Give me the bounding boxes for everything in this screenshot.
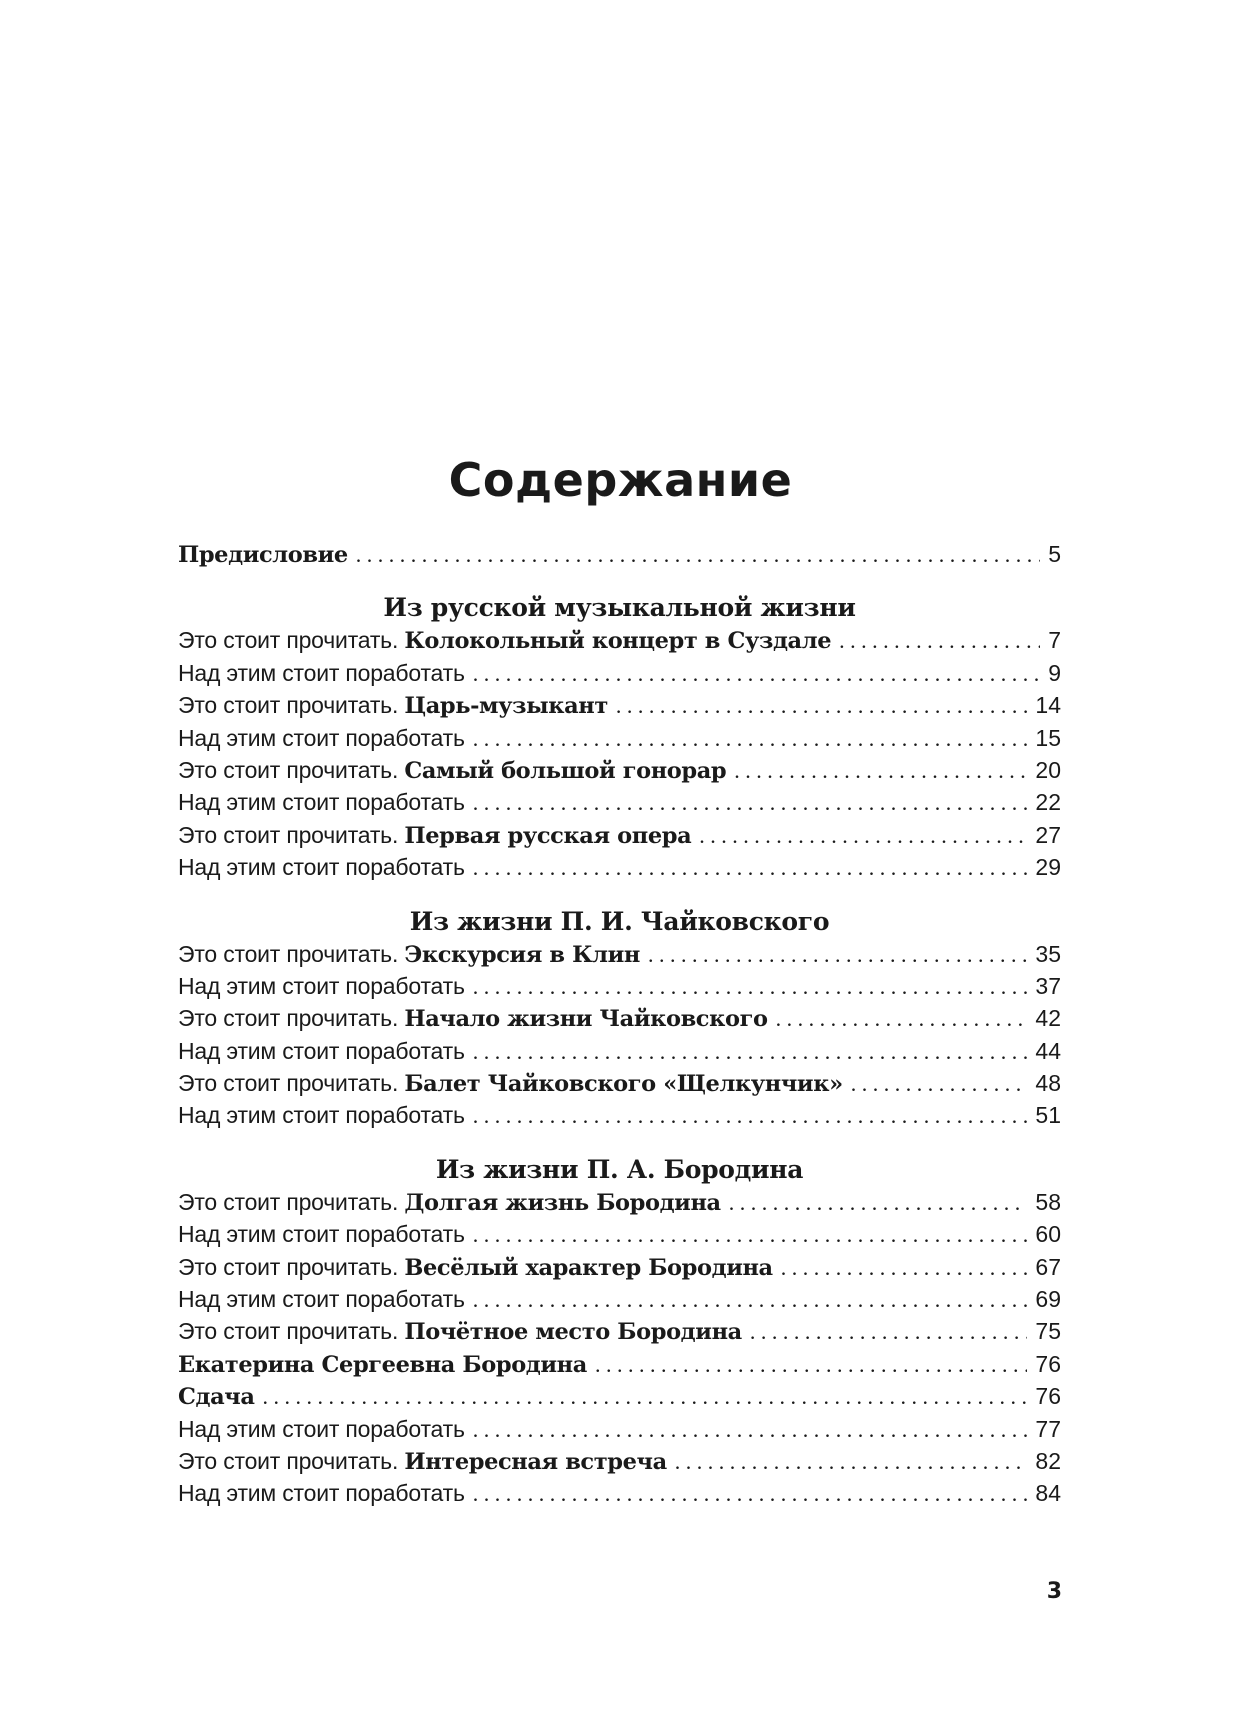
dot-leader [473,1284,1028,1316]
toc-entry[interactable] [178,1186,1061,1218]
toc-entry-page: 35 [1035,940,1061,967]
toc-entry-title: Почётное место Бородина [404,1319,742,1346]
toc-entry-title: Над этим стоит поработать [178,1415,465,1442]
dot-leader [473,723,1028,755]
section-heading: Из русской музыкальной жизни [383,593,856,623]
toc-entry-label [178,1067,843,1100]
toc-entry-prefix: Это стоит прочитать. [178,692,405,719]
toc-entry-prefix: Это стоит прочитать. [178,1005,405,1032]
dot-leader [699,820,1027,852]
toc-entry-prefix: Это стоит прочитать. [178,821,405,848]
toc-entry[interactable] [178,1067,1061,1099]
toc-entry-title: Сдача [178,1384,255,1411]
toc-entry-page: 29 [1035,854,1061,881]
dot-leader [473,658,1040,690]
dot-leader [473,971,1028,1003]
toc-entry-page: 77 [1035,1415,1061,1442]
dot-leader [473,1100,1028,1132]
toc-entry-title: Екатерина Сергеевна Бородина [178,1351,587,1378]
toc-entry-prefix: Это стоит прочитать. [178,627,405,654]
toc-entry[interactable] [178,1477,1061,1509]
toc-entry[interactable] [178,1445,1061,1477]
toc-entry-label [178,754,726,787]
toc-entry-label [178,851,465,884]
toc-entry-label [178,786,465,819]
toc-entry[interactable] [178,970,1061,1002]
toc-entry[interactable] [178,1218,1061,1250]
toc-entry-title: Над этим стоит поработать [178,659,465,686]
toc-entry-title: Над этим стоит поработать [178,1037,465,1064]
toc-entry-page: 60 [1035,1221,1061,1248]
toc-entry[interactable] [178,1348,1061,1380]
toc-entry-prefix: Это стоит прочитать. [178,1447,405,1474]
dot-leader [851,1068,1028,1100]
dot-leader [616,690,1027,722]
section-spacer [178,570,1061,592]
toc-entry-page: 5 [1048,541,1061,567]
dot-leader [473,1219,1028,1251]
toc-entry-label [178,1445,667,1478]
toc-entry-page: 44 [1035,1037,1061,1064]
toc-entry[interactable] [178,851,1061,883]
toc-entry[interactable] [178,1380,1061,1412]
toc-entry[interactable] [178,657,1061,689]
toc-entry-page: 58 [1035,1188,1061,1215]
toc-entry-title: Долгая жизнь Бородина [404,1189,721,1216]
toc-entry-prefix: Это стоит прочитать. [178,1318,405,1345]
page-number: 3 [1046,1579,1062,1604]
dot-leader [734,755,1027,787]
toc-entry-page: 48 [1035,1070,1061,1097]
toc-entry-page: 15 [1035,724,1061,751]
toc-entry-page: 75 [1035,1318,1061,1345]
dot-leader [263,1381,1028,1413]
toc-entry-label [178,1002,768,1035]
dot-leader [776,1003,1028,1035]
toc-entry-prefix: Это стоит прочитать. [178,1253,405,1280]
toc-entry-label [178,938,640,971]
toc-entry[interactable] [178,1283,1061,1315]
dot-leader [675,1446,1028,1478]
toc-entry[interactable] [178,1099,1061,1131]
dot-leader [473,1036,1028,1068]
dot-leader [648,939,1027,971]
toc-entry[interactable] [178,1251,1061,1283]
toc-entry-title: Весёлый характер Бородина [404,1254,773,1281]
toc-entry-page: 14 [1035,692,1061,719]
toc-entry-page: 76 [1035,1383,1061,1410]
table-of-contents [178,538,1061,1510]
toc-entry-label [178,819,691,852]
toc-entry[interactable] [178,1035,1061,1067]
dot-leader [473,787,1028,819]
section-heading: Из жизни П. А. Бородина [435,1154,804,1184]
section-spacer [178,1132,1061,1154]
toc-entry-title: Самый большой гонорар [404,757,727,784]
toc-entry-label [178,1186,721,1219]
toc-entry-preface[interactable] [178,538,1061,570]
dot-leader [473,1414,1028,1446]
toc-entry-title: Над этим стоит поработать [178,1480,465,1507]
toc-entry-page: 37 [1035,972,1061,999]
toc-entry-title: Интересная встреча [404,1448,667,1475]
dot-leader [595,1349,1027,1381]
dot-leader [473,1478,1028,1510]
toc-entry[interactable] [178,689,1061,721]
toc-entry-page: 67 [1035,1253,1061,1280]
toc-entry-page: 69 [1035,1286,1061,1313]
toc-entry-prefix: Это стоит прочитать. [178,1188,405,1215]
toc-entry-title: Первая русская опера [404,822,692,849]
toc-entry-label [178,1283,465,1316]
toc-sections [178,570,1061,1509]
toc-entry-prefix: Это стоит прочитать. [178,756,405,783]
toc-entry[interactable] [178,819,1061,851]
toc-entry-prefix: Это стоит прочитать. [178,1070,405,1097]
toc-entry[interactable] [178,722,1061,754]
toc-entry-label [178,722,465,755]
toc-entry-label [178,1251,773,1284]
toc-entry-page: 76 [1035,1350,1061,1377]
toc-entry-label [178,1477,465,1510]
toc-entry-title: Над этим стоит поработать [178,854,465,881]
dot-leader [356,539,1040,571]
toc-entry[interactable] [178,754,1061,786]
toc-entry-title: Балет Чайковского «Щелкунчик» [404,1071,843,1098]
toc-entry-page: 51 [1035,1102,1061,1129]
toc-entry-label [178,657,465,690]
toc-entry-title: Колокольный концерт в Суздале [404,628,832,655]
toc-entry-page: 82 [1035,1447,1061,1474]
toc-entry-title: Над этим стоит поработать [178,972,465,999]
toc-entry-label [178,1035,465,1068]
toc-entry-title: Начало жизни Чайковского [404,1006,768,1033]
toc-entry-title: Над этим стоит поработать [178,1102,465,1129]
toc-entry-page: 27 [1035,821,1061,848]
toc-entry-page: 7 [1048,627,1061,654]
toc-entry-title: Экскурсия в Клин [404,941,640,968]
section-spacer [178,884,1061,906]
toc-entry-title: Предисловие [178,542,348,568]
toc-entry-prefix: Это стоит прочитать. [178,940,405,967]
toc-entry-label [178,539,348,571]
toc-entry-title: Над этим стоит поработать [178,724,465,751]
toc-entry-title: Над этим стоит поработать [178,1221,465,1248]
toc-entry-page: 84 [1035,1480,1061,1507]
toc-entry[interactable] [178,938,1061,970]
toc-entry-title: Над этим стоит поработать [178,789,465,816]
toc-entry-label [178,1381,255,1413]
toc-entry-label [178,1315,742,1348]
toc-entry-label [178,624,831,657]
toc-entry-page: 20 [1035,756,1061,783]
toc-entry-page: 42 [1035,1005,1061,1032]
toc-entry-title: Царь-музыкант [404,693,608,720]
dot-leader [750,1316,1028,1348]
toc-entry-label [178,1413,465,1446]
toc-entry-page: 22 [1035,789,1061,816]
dot-leader [729,1187,1028,1219]
section-heading: Из жизни П. И. Чайковского [409,906,830,936]
toc-entry-title: Над этим стоит поработать [178,1286,465,1313]
toc-entry-label [178,1099,465,1132]
page-title: Содержание [448,453,793,507]
dot-leader [781,1252,1028,1284]
toc-entry-label [178,970,465,1003]
toc-entry[interactable] [178,624,1061,656]
toc-entry-label [178,1218,465,1251]
toc-entry[interactable] [178,1002,1061,1034]
toc-entry[interactable] [178,1315,1061,1347]
toc-entry[interactable] [178,1413,1061,1445]
toc-entry-page: 9 [1048,659,1061,686]
toc-entry-label [178,1349,587,1381]
dot-leader [473,852,1028,884]
toc-entry[interactable] [178,786,1061,818]
toc-entry-label [178,689,608,722]
dot-leader [839,625,1040,657]
